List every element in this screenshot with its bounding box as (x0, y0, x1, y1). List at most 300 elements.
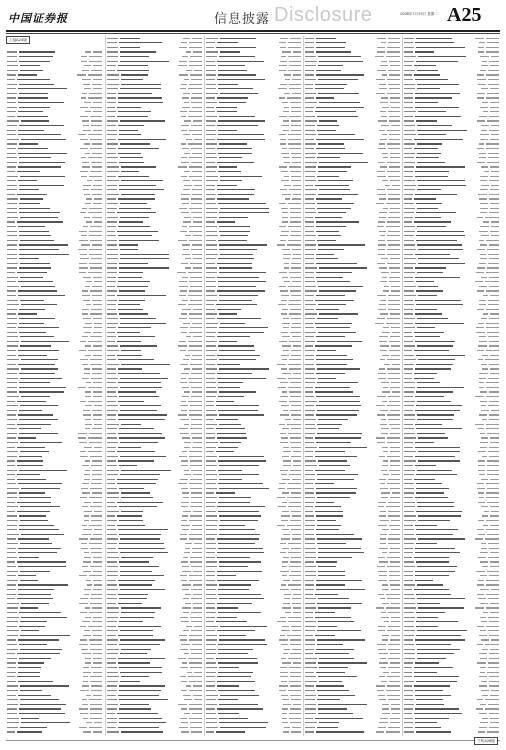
text-line (404, 580, 413, 581)
text-line (404, 492, 414, 493)
text-line (84, 194, 90, 195)
text-line (404, 465, 413, 466)
text-line (489, 456, 499, 457)
text-line (120, 681, 139, 682)
text-line (477, 594, 484, 595)
text-line (478, 557, 486, 558)
text-line (107, 405, 118, 406)
text-line (194, 626, 202, 627)
text-line (184, 217, 191, 218)
text-line (206, 249, 217, 250)
text-line (316, 488, 357, 489)
text-line (7, 217, 18, 218)
text-line (315, 387, 349, 388)
text-line (7, 566, 16, 567)
text-line (120, 630, 153, 631)
text-line (192, 189, 202, 190)
text-line (218, 649, 252, 650)
text-line (193, 571, 202, 572)
text-line (120, 474, 160, 475)
text-line (119, 506, 157, 507)
text-line (318, 244, 365, 245)
text-line (89, 699, 102, 700)
text-line (376, 405, 385, 406)
text-line (479, 373, 488, 374)
text-line (316, 364, 346, 365)
text-line (7, 203, 17, 204)
text-line (107, 391, 116, 392)
text-line (418, 286, 439, 287)
text-line (404, 244, 415, 245)
text-line (289, 300, 301, 301)
text-line (404, 460, 416, 461)
text-line (291, 120, 301, 121)
text-line (181, 125, 189, 126)
text-line (281, 437, 287, 438)
text-line (179, 318, 187, 319)
text-line (180, 364, 188, 365)
text-line (178, 483, 187, 484)
text-line (305, 42, 314, 43)
text-line (417, 387, 464, 388)
text-line (390, 465, 400, 466)
text-line (305, 639, 315, 640)
text-line (490, 102, 499, 103)
text-line (184, 391, 190, 392)
text-line (206, 355, 215, 356)
text-line (117, 515, 142, 516)
text-line (319, 61, 363, 62)
text-line (388, 295, 400, 296)
text-line (18, 134, 61, 135)
text-line (388, 511, 400, 512)
text-line (7, 479, 15, 480)
text-line (490, 479, 499, 480)
text-line (206, 148, 215, 149)
text-line (316, 258, 339, 259)
text-line (305, 212, 316, 213)
text-line (392, 364, 401, 365)
text-line (491, 171, 499, 172)
text-line (7, 571, 18, 572)
text-line (107, 309, 116, 310)
text-line (19, 419, 58, 420)
text-line (289, 474, 301, 475)
text-line (388, 38, 400, 39)
text-line (107, 460, 116, 461)
text-line (92, 143, 102, 144)
text-line (315, 594, 338, 595)
text-line (281, 300, 287, 301)
text-line (486, 309, 499, 310)
text-line (118, 529, 168, 530)
text-line (92, 295, 102, 296)
text-line (119, 221, 144, 222)
text-line (7, 387, 17, 388)
text-line (7, 635, 18, 636)
text-line (206, 240, 216, 241)
text-line (217, 617, 237, 618)
text-line (383, 672, 389, 673)
text-line (107, 447, 116, 448)
text-line (281, 630, 290, 631)
text-line (17, 653, 60, 654)
text-line (120, 387, 162, 388)
text-line (480, 575, 487, 576)
text-line (404, 731, 414, 732)
text-line (487, 249, 499, 250)
text-line (119, 534, 161, 535)
text-line (404, 51, 413, 52)
text-line (20, 649, 62, 650)
text-line (188, 116, 202, 117)
text-line (118, 391, 156, 392)
text-line (107, 731, 119, 732)
text-line (191, 492, 202, 493)
text-line (305, 414, 314, 415)
text-line (280, 667, 287, 668)
text-line (416, 240, 457, 241)
text-line (416, 355, 465, 356)
text-line (7, 378, 18, 379)
text-line (7, 699, 18, 700)
text-line (206, 323, 218, 324)
text-line (316, 492, 356, 493)
text-line (404, 414, 415, 415)
text-line (318, 153, 363, 154)
text-line (319, 447, 367, 448)
text-line (479, 382, 484, 383)
text-line (192, 153, 202, 154)
text-line (189, 290, 202, 291)
text-line (107, 277, 116, 278)
text-line (292, 630, 301, 631)
text-line (191, 419, 202, 420)
text-line (415, 456, 455, 457)
text-line (305, 479, 315, 480)
text-line (389, 88, 400, 89)
text-line (217, 318, 262, 319)
text-line (218, 74, 256, 75)
text-line (379, 198, 386, 199)
text-line (305, 221, 314, 222)
text-line (85, 428, 90, 429)
text-line (315, 653, 349, 654)
text-line (387, 685, 400, 686)
text-line (183, 630, 190, 631)
text-line (181, 506, 188, 507)
text-line (378, 506, 384, 507)
text-line (288, 584, 301, 585)
text-line (377, 171, 385, 172)
text-line (218, 345, 255, 346)
text-line (280, 240, 286, 241)
text-line (392, 492, 400, 493)
text-line (291, 153, 301, 154)
text-line (477, 93, 485, 94)
text-line (77, 74, 86, 75)
text-line (316, 139, 364, 140)
text-line (290, 437, 301, 438)
text-line (18, 594, 51, 595)
text-line (7, 506, 18, 507)
text-line (91, 120, 102, 121)
text-line (118, 727, 159, 728)
text-line (188, 378, 202, 379)
text-line (387, 51, 400, 52)
text-line (90, 676, 102, 677)
text-line (182, 515, 188, 516)
text-line (291, 125, 301, 126)
text-line (118, 359, 154, 360)
text-line (18, 295, 65, 296)
text-line (282, 699, 289, 700)
text-line (490, 373, 499, 374)
text-line (479, 153, 487, 154)
text-line (86, 304, 91, 305)
text-line (388, 612, 400, 613)
text-line (216, 419, 238, 420)
text-line (20, 240, 54, 241)
text-line (192, 244, 202, 245)
text-line (378, 525, 387, 526)
text-line (281, 180, 290, 181)
text-line (83, 226, 88, 227)
text-line (281, 644, 287, 645)
text-line (192, 323, 202, 324)
text-line (121, 497, 154, 498)
text-line (476, 571, 485, 572)
text-line (192, 134, 202, 135)
text-line (219, 143, 247, 144)
text-line (278, 506, 286, 507)
text-line (416, 364, 453, 365)
text-line (481, 130, 488, 131)
text-line (417, 382, 440, 383)
text-line (90, 456, 102, 457)
text-line (82, 336, 88, 337)
text-line (390, 584, 400, 585)
text-line (480, 180, 487, 181)
text-line (390, 387, 400, 388)
text-line (305, 470, 313, 471)
text-line (389, 401, 400, 402)
text-line (481, 125, 489, 126)
text-line (107, 424, 119, 425)
text-line (181, 722, 188, 723)
text-line (415, 722, 437, 723)
text-line (206, 47, 214, 48)
text-line (107, 65, 116, 66)
text-line (389, 277, 400, 278)
text-line (305, 281, 315, 282)
text-line (305, 401, 317, 402)
text-line (289, 166, 301, 167)
text-line (386, 607, 400, 608)
text-line (404, 111, 416, 112)
text-line (18, 662, 44, 663)
text-line (317, 543, 346, 544)
text-line (305, 704, 316, 705)
text-line (219, 488, 268, 489)
text-line (284, 176, 289, 177)
text-line (382, 584, 388, 585)
text-line (488, 378, 499, 379)
text-line (120, 345, 157, 346)
text-line (120, 672, 162, 673)
text-line (486, 240, 499, 241)
text-line (82, 465, 89, 466)
text-line (179, 456, 187, 457)
text-line (189, 538, 202, 539)
text-line (316, 373, 345, 374)
text-line (180, 479, 188, 480)
text-line (7, 451, 18, 452)
text-line (107, 249, 118, 250)
text-line (189, 708, 202, 709)
text-line (382, 603, 389, 604)
text-line (7, 695, 16, 696)
text-line (91, 465, 102, 466)
text-line (193, 217, 202, 218)
text-line (206, 258, 216, 259)
text-line (83, 84, 91, 85)
text-line (206, 304, 214, 305)
text-line (7, 713, 17, 714)
text-line (289, 391, 301, 392)
text-line (180, 419, 189, 420)
text-line (181, 130, 187, 131)
text-line (478, 194, 486, 195)
text-line (7, 488, 19, 489)
text-line (305, 323, 313, 324)
text-line (388, 217, 400, 218)
text-line (293, 345, 301, 346)
text-line (7, 368, 19, 369)
text-line (404, 722, 413, 723)
text-line (291, 231, 301, 232)
continued-on-note: 下转A26版 (474, 737, 498, 745)
text-line (93, 277, 102, 278)
text-line (404, 603, 415, 604)
text-line (180, 676, 186, 677)
text-line (277, 364, 286, 365)
text-line (206, 405, 214, 406)
text-line (191, 502, 202, 503)
text-line (282, 148, 287, 149)
text-line (281, 332, 288, 333)
text-line (316, 396, 360, 397)
text-line (191, 497, 202, 498)
text-line (382, 708, 389, 709)
text-line (183, 359, 188, 360)
text-line (19, 391, 65, 392)
text-line (404, 318, 415, 319)
text-line (217, 309, 241, 310)
text-line (287, 424, 301, 425)
text-line (206, 474, 217, 475)
text-line (315, 718, 363, 719)
text-line (7, 639, 16, 640)
text-line (206, 460, 216, 461)
text-line (93, 571, 102, 572)
text-line (289, 61, 301, 62)
text-line (392, 332, 400, 333)
text-line (206, 548, 216, 549)
text-line (488, 662, 499, 663)
text-line (119, 667, 162, 668)
text-line (305, 47, 314, 48)
text-line (80, 341, 87, 342)
text-line (18, 180, 37, 181)
text-line (182, 529, 189, 530)
text-line (316, 221, 360, 222)
text-line (206, 171, 216, 172)
text-line (179, 428, 188, 429)
text-line (305, 373, 314, 374)
text-line (91, 594, 102, 595)
text-line (305, 272, 314, 273)
text-line (404, 506, 415, 507)
text-line (82, 492, 90, 493)
text-line (107, 552, 118, 553)
text-line (414, 589, 449, 590)
text-line (315, 391, 352, 392)
text-line (183, 38, 189, 39)
text-line (90, 506, 102, 507)
text-line (390, 497, 400, 498)
text-line (486, 327, 499, 328)
text-line (478, 345, 487, 346)
text-line (404, 456, 413, 457)
text-line (404, 685, 412, 686)
text-line (416, 561, 449, 562)
text-line (218, 483, 263, 484)
text-line (107, 74, 119, 75)
text-line (180, 617, 188, 618)
text-line (180, 382, 187, 383)
text-line (376, 203, 384, 204)
text-line (305, 672, 314, 673)
text-line (7, 263, 18, 264)
text-line (478, 460, 485, 461)
text-line (391, 529, 400, 530)
text-line (7, 359, 19, 360)
text-line (107, 267, 117, 268)
text-line (206, 56, 217, 57)
text-line (18, 130, 44, 131)
text-line (189, 65, 203, 66)
text-line (387, 405, 400, 406)
text-line (220, 442, 241, 443)
text-line (404, 433, 415, 434)
text-line (7, 630, 19, 631)
text-line (118, 419, 165, 420)
text-line (477, 74, 484, 75)
text-line (477, 529, 484, 530)
text-line (288, 364, 301, 365)
text-line (85, 662, 91, 663)
text-line (291, 571, 301, 572)
text-line (319, 401, 361, 402)
text-line (219, 249, 257, 250)
text-line (191, 621, 202, 622)
text-line (305, 180, 316, 181)
text-line (381, 433, 389, 434)
text-line (404, 538, 416, 539)
text-line (121, 364, 170, 365)
text-line (107, 203, 118, 204)
